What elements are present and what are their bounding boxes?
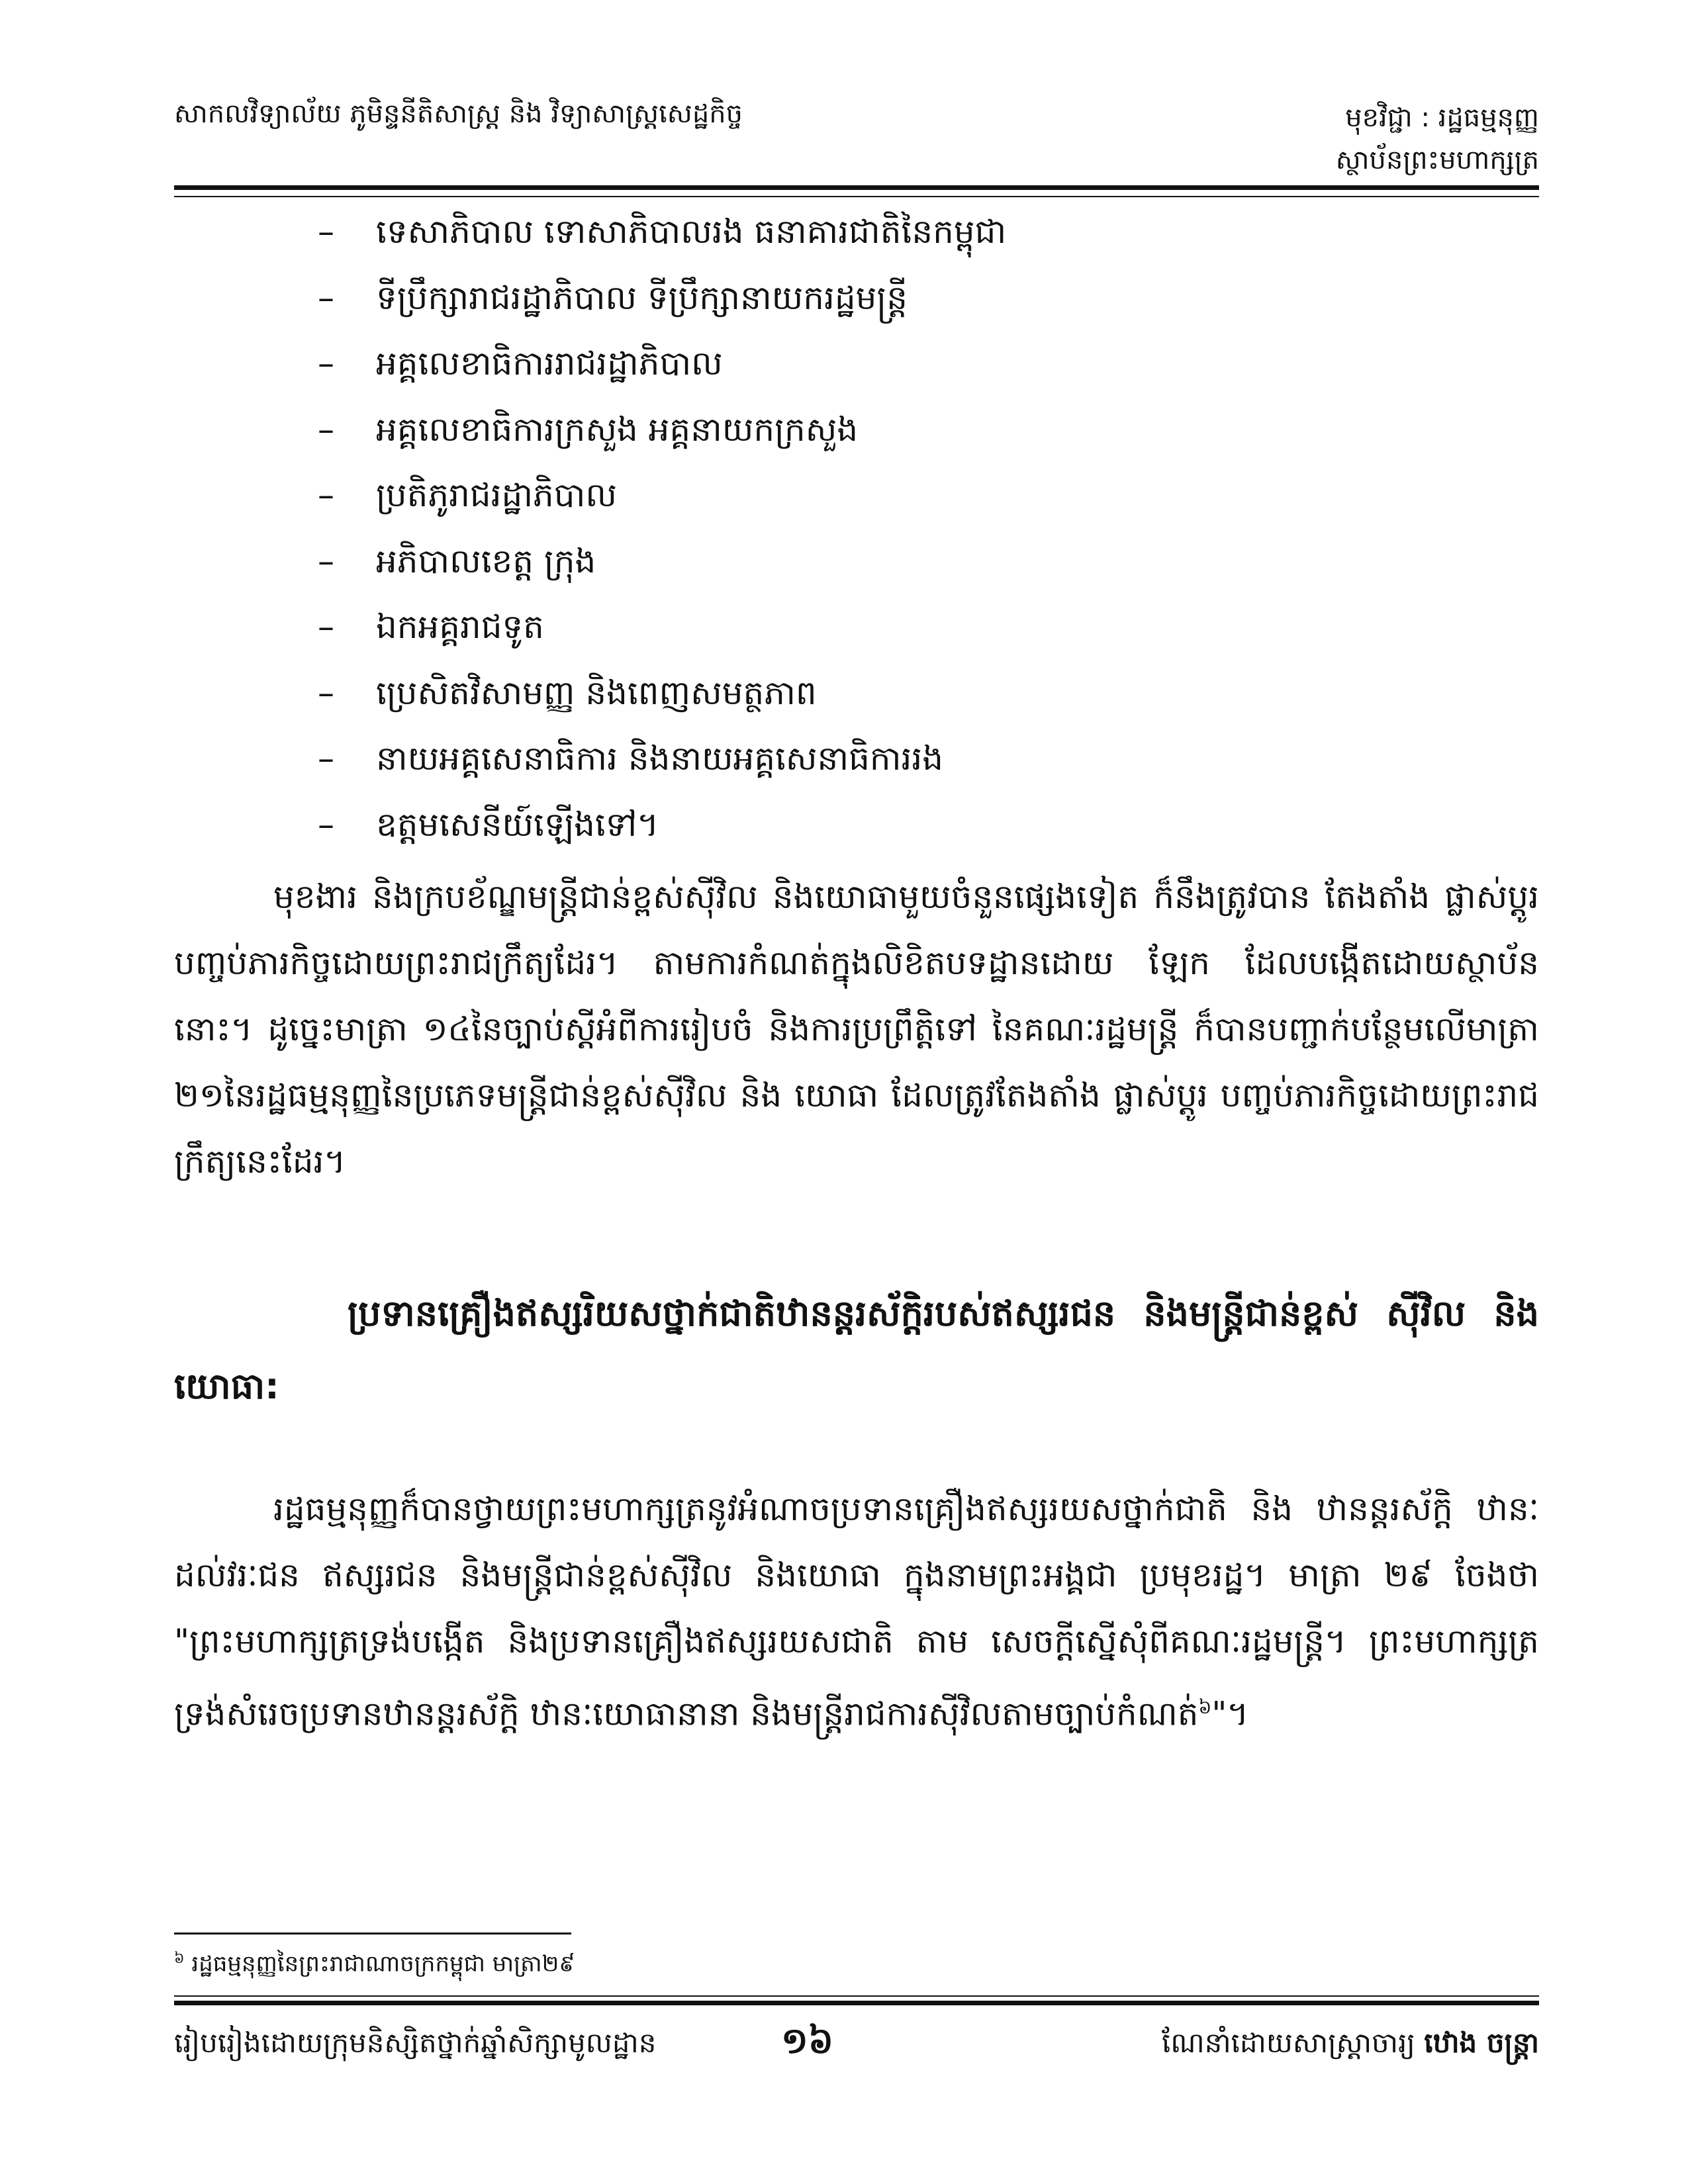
dash-bullet: – [318, 278, 334, 317]
header-topic-line: ស្ថាប័នព្រះមហាក្សត្រ [1335, 145, 1539, 175]
list-item [318, 737, 1006, 803]
paragraph-text [174, 1476, 1539, 1747]
list-item-text: នាយអគ្គសេនាធិការ និងនាយអគ្គសេនាធិការរង [376, 739, 943, 778]
footnote-separator [174, 1933, 571, 1934]
dash-bullet: – [318, 344, 334, 383]
footnote [174, 1949, 575, 1982]
list-item [318, 342, 1006, 408]
paragraph-end: "។ [1211, 1694, 1249, 1733]
page-number: ១៦ [781, 2020, 834, 2062]
paragraph-appointments [174, 864, 1539, 1195]
footnote-mark: ៦ [174, 1950, 185, 1967]
list-item-text: ប្រតិភូរាជរដ្ឋាភិបាល [376, 476, 618, 514]
list-item-text: អគ្គលេខាធិការរាជរដ្ឋាភិបាល [376, 344, 723, 383]
header-subject-line: មុខវិជ្ជា : រដ្ឋធម្មនុញ្ញ [1345, 103, 1539, 133]
list-item-text: ឯកអគ្គរាជទូត [376, 608, 544, 646]
list-item-text: អគ្គលេខាធិការក្រសួង អគ្គនាយកក្រសួង [376, 410, 859, 449]
section-heading: ប្រទានគ្រឿងឥស្សរិយសថ្នាក់ជាតិឋានន្តរស័ក្តិរបស់ឥស្សរជន និងមន្ត្រីជាន់ខ្ពស់ ស៊ីវិល និងយោធា: [174, 1293, 1539, 1407]
dash-bullet: – [318, 805, 334, 844]
officials-list [318, 210, 1006, 869]
list-item [318, 803, 1006, 870]
list-item [318, 540, 1006, 606]
list-item [318, 277, 1006, 343]
footer-authors: រៀបរៀងដោយក្រុមនិស្សិតថ្នាក់ឆ្នាំសិក្សាមូលដ្ឋាន [174, 2026, 657, 2059]
list-item-text: អភិបាលខេត្ត ក្រុង [376, 541, 596, 580]
footer-advisor-label: ណែនាំដោយសាស្ត្រាចារ្យ [1161, 2026, 1415, 2059]
dash-bullet: – [318, 410, 334, 449]
footnote-reference[interactable]: ៦ [1198, 1696, 1212, 1718]
list-item-text: ប្រេសិតវិសាមញ្ញ និងពេញសមត្ថភាព [376, 673, 817, 712]
list-item-text: ទីប្រឹក្សារាជរដ្ឋាភិបាល ទីប្រឹក្សានាយករដ្ឋមន្ត្រី [376, 278, 908, 317]
header-subject [1336, 97, 1539, 181]
header-university: សាកលវិទ្យាល័យ ភូមិន្ទនីតិសាស្ត្រ និង វិទ្យាសាស្ត្រសេដ្ឋកិច្ច [174, 99, 743, 129]
list-item [318, 672, 1006, 738]
list-item-text: ឧត្តមសេនីយ៍ឡើងទៅ។ [376, 805, 659, 844]
footer-divider-thick [174, 2001, 1539, 2005]
list-item [318, 474, 1006, 540]
paragraph-body: រដ្ឋធម្មនុញ្ញក៏បានថ្វាយព្រះមហាក្សត្រនូវអំណាចប្រទានគ្រឿងឥស្សរយសថ្នាក់ជាតិ និង ឋានន្តរស័ក្តិ ឋានៈដល់វរៈជន ឥស្សរជន និងមន្ត្រីជាន់ខ្ពស់ស៊ីវិល និងយោធា ក្នុងនាមព្រះអង្គជា ប្រមុខរដ្ឋ។ មាត្រា ២៩ ចែងថា "ព្រះមហាក្សត្រទ្រង់បង្កើត និងប្រទានគ្រឿងឥស្សរយសជាតិ តាម សេចក្តីស្នើសុំពីគណៈរដ្ឋមន្ត្រី។ ព្រះមហាក្សត្រទ្រង់សំរេចប្រទានឋានន្តរស័ក្តិ ឋានៈយោធានានា និងមន្ត្រីរាជការស៊ីវិលតាមច្បាប់កំណត់ [174, 1490, 1539, 1733]
paragraph-text: មុខងារ និងក្របខ័ណ្ឌមន្ត្រីជាន់ខ្ពស់ស៊ីវិល និងយោធាមួយចំនួនផ្សេងទៀត ក៏នឹងត្រូវបាន តែងតាំង ផ្លាស់ប្តូរ បញ្ចប់ភារកិច្ចដោយព្រះរាជក្រឹត្យដែរ។ តាមការកំណត់ក្នុងលិខិតបទដ្ឋានដោយ ឡែក ដែលបង្កើតដោយស្ថាប័ននោះ។ ដូច្នេះមាត្រា ១៤នៃច្បាប់ស្តីអំពីការរៀបចំ និងការប្រព្រឹត្តិទៅ នៃគណៈរដ្ឋមន្ត្រី ក៏បានបញ្ជាក់បន្ថែមលើមាត្រា ២១នៃរដ្ឋធម្មនុញ្ញនៃប្រភេទមន្ត្រីជាន់ខ្ពស់ស៊ីវិល និង យោធា ដែលត្រូវតែងតាំង ផ្លាស់ប្តូរ បញ្ចប់ភារកិច្ចដោយព្រះរាជក្រឹត្យនេះដែរ។ [174, 878, 1539, 1181]
dash-bullet: – [318, 212, 334, 251]
footer-divider-thin [174, 1995, 1539, 1997]
paragraph-honors [174, 1476, 1539, 1747]
dash-bullet: – [318, 739, 334, 778]
dash-bullet: – [318, 673, 334, 712]
footer-advisor-name: ឋោង ចន្ត្រា [1424, 2026, 1539, 2059]
dash-bullet: – [318, 476, 334, 514]
footer-advisor [1162, 2025, 1539, 2066]
list-item [318, 210, 1006, 277]
list-item [318, 606, 1006, 672]
list-item-text: ទេសាភិបាល ទោសាភិបាលរង ធនាគារជាតិនៃកម្ពុជា [376, 212, 1007, 251]
dash-bullet: – [318, 541, 334, 580]
dash-bullet: – [318, 608, 334, 646]
list-item [318, 408, 1006, 475]
header-divider-thin [174, 196, 1539, 197]
footnote-text: រដ្ឋធម្មនុញ្ញនៃព្រះរាជាណាចក្រកម្ពុជា មាត្រា២៩ [191, 1950, 575, 1978]
header-divider-thick [174, 185, 1539, 190]
